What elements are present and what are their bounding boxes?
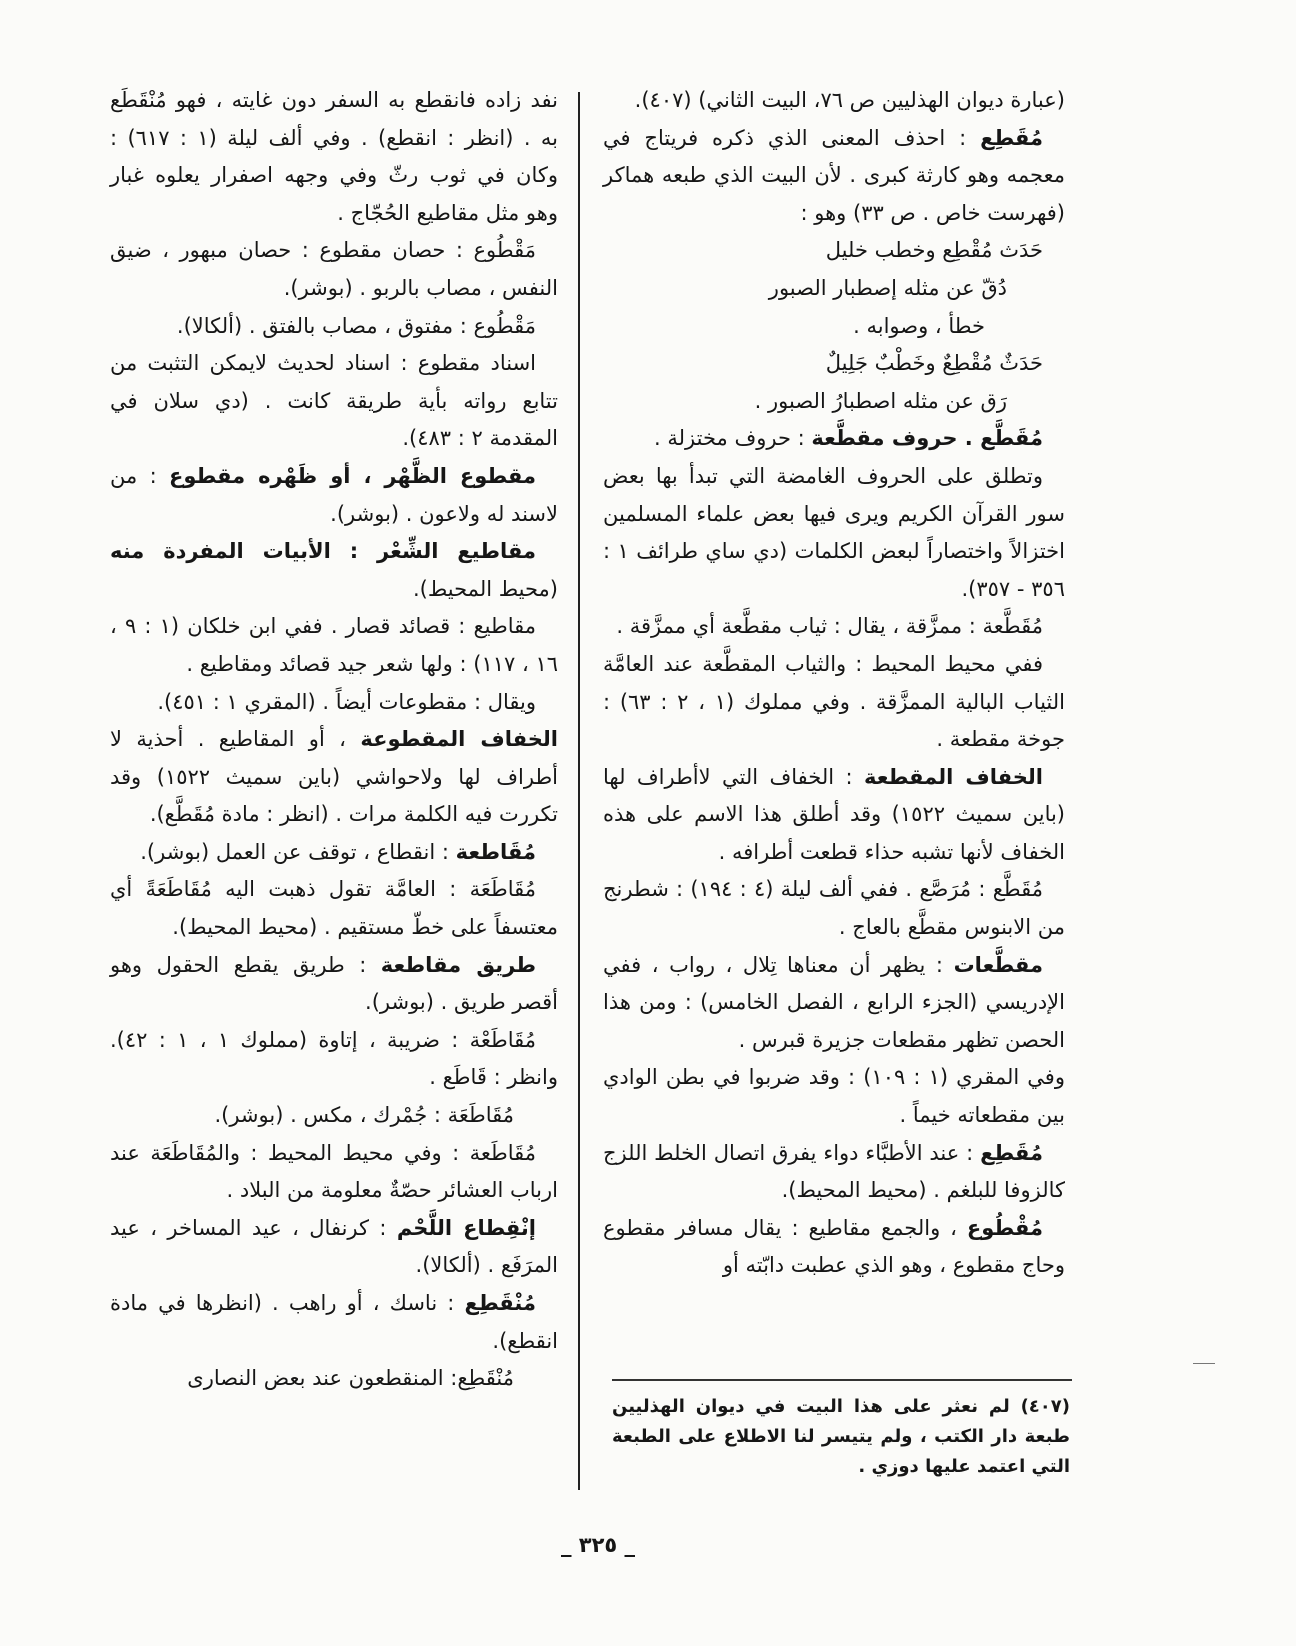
entry-paragraph: نفد زاده فانقطع به السفر دون غايته ، فهو مُنْقَطَع به . (انظر : انقطع) . وفي ألف ليلة (١ : ٦١٧) : وكان في ثوب رثّ وفي وجهه اصفرار يعلوه غبار وهو مثل مقاطيع الحُجّاج . (110, 88, 558, 225)
left-column (110, 82, 558, 1398)
footnote: (٤٠٧) لم نعثر على هذا البيت في ديوان الهذليين طبعة دار الكتب ، ولم يتيسر لنا الاطلاع على الطبعة التي اعتمد عليها دوزي . (612, 1396, 1070, 1477)
headword: الخفاف المقطوعة (360, 727, 559, 752)
entry-paragraph: مقطَّعات : يظهر أن معناها تِلال ، رواب ، ففي الإدريسي (الجزء الرابع ، الفصل الخامس) : ومن هذا الحصن تظهر مقطعات جزيرة قبرس . (603, 952, 1065, 1052)
headword: مُقَطِع (980, 125, 1043, 150)
headword: الخفاف المقطعة (864, 764, 1044, 789)
headword: إنْقِطاع اللَّحْم (396, 1215, 536, 1240)
entry-paragraph: دُقّ عن مثله إصطبار الصبور (768, 275, 1007, 300)
entry-paragraph: ويقال : مقطوعات أيضاً . (المقري ١ : ٤٥١). (157, 689, 536, 714)
entry-paragraph: مقطوع الظَّهْر ، أو ظَهْره مقطوع : من لاسند له ولاعون . (بوشر). (110, 463, 558, 526)
entry-paragraph: حَدَثٌ مُقْطِعٌ وخَطْبٌ جَلِيلٌ (825, 351, 1043, 376)
entry-paragraph: مُقَطَّع : مُرَصَّع . ففي ألف ليلة (٤ : ١٩٤) : شطرنج من الابنوس مقطَّع بالعاج . (603, 877, 1065, 940)
entry-paragraph: حَدَث مُقْطِع وخطب خليل (825, 238, 1043, 263)
entry-paragraph: مُقَطَّعة : ممزَّقة ، يقال : ثياب مقطَّعة أي ممزَّقة . (616, 614, 1043, 639)
headword: مُقَطَّع . حروف مقطَّعة (811, 426, 1043, 451)
entry-paragraph: مُنْقَطِع: المنقطعون عند بعض النصارى (187, 1366, 514, 1391)
headword: مُقَاطعة (455, 839, 536, 864)
entry-paragraph: وفي المقري (١ : ١٠٩) : وقد ضربوا في بطن الوادي بين مقطعاته خيماً . (603, 1065, 1065, 1128)
entry-paragraph: (عبارة ديوان الهذليين ص ٧٦، البيت الثاني) (٤٠٧). (634, 88, 1065, 112)
entry-paragraph: وتطلق على الحروف الغامضة التي تبدأ بها بعض سور القرآن الكريم ويرى فيها بعض علماء المسلمين اختزالاً واختصاراً لبعض الكلمات (دي ساي طرائف ١ : ٣٥٦ - ٣٥٧). (603, 463, 1065, 601)
headword: طريق مقاطعة (380, 952, 536, 977)
entry-paragraph: ففي محيط المحيط : والثياب المقطَّعة عند العامَّة الثياب البالية الممزَّقة . وفي مملوك (١ ، ٢ : ٦٣) : جوخة مقطعة . (603, 651, 1065, 752)
entry-paragraph: الخفاف المقطعة : الخفاف التي لاأطراف لها (باين سميث ١٥٢٢) وقد أطلق هذا الاسم على هذه الخفاف لأنها تشبه حذاء قطعت أطرافه . (603, 764, 1065, 864)
entry-paragraph: مُقَطِع : احذف المعنى الذي ذكره فريتاج في معجمه وهو كارثة كبرى . لأن البيت الذي طبعه هماكر (فهرست خاص . ص ٣٣) وهو : (603, 125, 1065, 225)
entry-paragraph: إنْقِطاع اللَّحْم : كرنفال ، عيد المساخر ، عيد المرَفَع . (ألكالا). (110, 1215, 558, 1278)
entry-paragraph: اسناد مقطوع : اسناد لحديث لايمكن التثبت من تتابع رواته بأية طريقة كانت . (دي سلان في المقدمة ٢ : ٤٨٣). (110, 351, 558, 451)
headword: مقطَّعات (953, 952, 1043, 977)
headword: مُقَطِع (980, 1140, 1043, 1165)
headword: مُقْطُوع (966, 1215, 1043, 1240)
headword: مقطوع الظَّهْر ، أو ظَهْره مقطوع (169, 463, 536, 488)
entry-paragraph: مُقَاطَعَة : العامَّة تقول ذهبت اليه مُقَاطَعَةً أي معتسفاً على خطّ مستقيم . (محيط المحيط). (110, 877, 558, 940)
entry-paragraph: مُقَاطَعَة : جُمْرك ، مكس . (بوشر). (214, 1103, 514, 1128)
entry-paragraph: مُقَطَّع . حروف مقطَّعة : حروف مختزلة . (654, 426, 1043, 451)
headword: مُنْقَطِع (464, 1291, 536, 1315)
entry-paragraph: مُقَاطَعة : وفي محيط المحيط : والمُقَاطَعَة عند ارباب العشائر حصّةٌ معلومة من البلاد . (110, 1140, 558, 1203)
entry-paragraph: طريق مقاطعة : طريق يقطع الحقول وهو أقصر طريق . (بوشر). (110, 952, 558, 1015)
entry-paragraph: مقاطيع الشِّعْر : الأبيات المفردة منه (محيط المحيط). (110, 539, 558, 601)
entry-paragraph: مُقَاطَعْة : ضريبة ، إتاوة (مملوك ١ ، ١ : ٤٢). وانظر : قَاطَع . (110, 1027, 558, 1090)
entry-paragraph: الخفاف المقطوعة ، أو المقاطيع . أحذية لا أطراف لها ولاحواشي (باين سميث ١٥٢٢) وقد تكررت فيه الكلمة مرات . (انظر : مادة مُقَطَّع). (110, 727, 559, 827)
footnote-rule (612, 1379, 1072, 1381)
entry-paragraph: مَقْطُوع : حصان مقطوع : حصان مبهور ، ضيق النفس ، مصاب بالربو . (بوشر). (110, 238, 558, 300)
entry-paragraph: مُقَطِع : عند الأطبَّاء دواء يفرق اتصال الخلط اللزج كالزوفا للبلغم . (محيط المحيط). (603, 1140, 1065, 1203)
page-number: _ ٣٢٥ _ (560, 1533, 636, 1557)
entry-paragraph: مَقْطُوع : مفتوق ، مصاب بالفتق . (ألكالا). (176, 313, 536, 338)
entry-paragraph: رَق عن مثله اصطبارُ الصبور . (754, 388, 1007, 413)
margin-mark (1193, 1363, 1215, 1364)
entry-paragraph: مُنْقَطِع : ناسك ، أو راهب . (انظرها في مادة انقطع). (110, 1291, 558, 1353)
column-divider (578, 92, 580, 1490)
entry-paragraph: مُقَاطعة : انقطاع ، توقف عن العمل (بوشر). (140, 839, 536, 864)
entry-paragraph: مقاطيع : قصائد قصار . ففي ابن خلكان (١ : ٩ ، ١٦ ، ١١٧) : ولها شعر جيد قصائد ومقاطيع . (110, 614, 558, 676)
entry-paragraph: خطأ ، وصوابه . (853, 313, 985, 338)
right-column (603, 82, 1065, 1285)
entry-paragraph: مُقْطُوع ، والجمع مقاطيع : يقال مسافر مقطوع وحاج مقطوع ، وهو الذي عطبت دابّته أو (603, 1215, 1065, 1278)
headword: مقاطيع الشِّعْر : الأبيات المفردة منه (110, 539, 536, 564)
